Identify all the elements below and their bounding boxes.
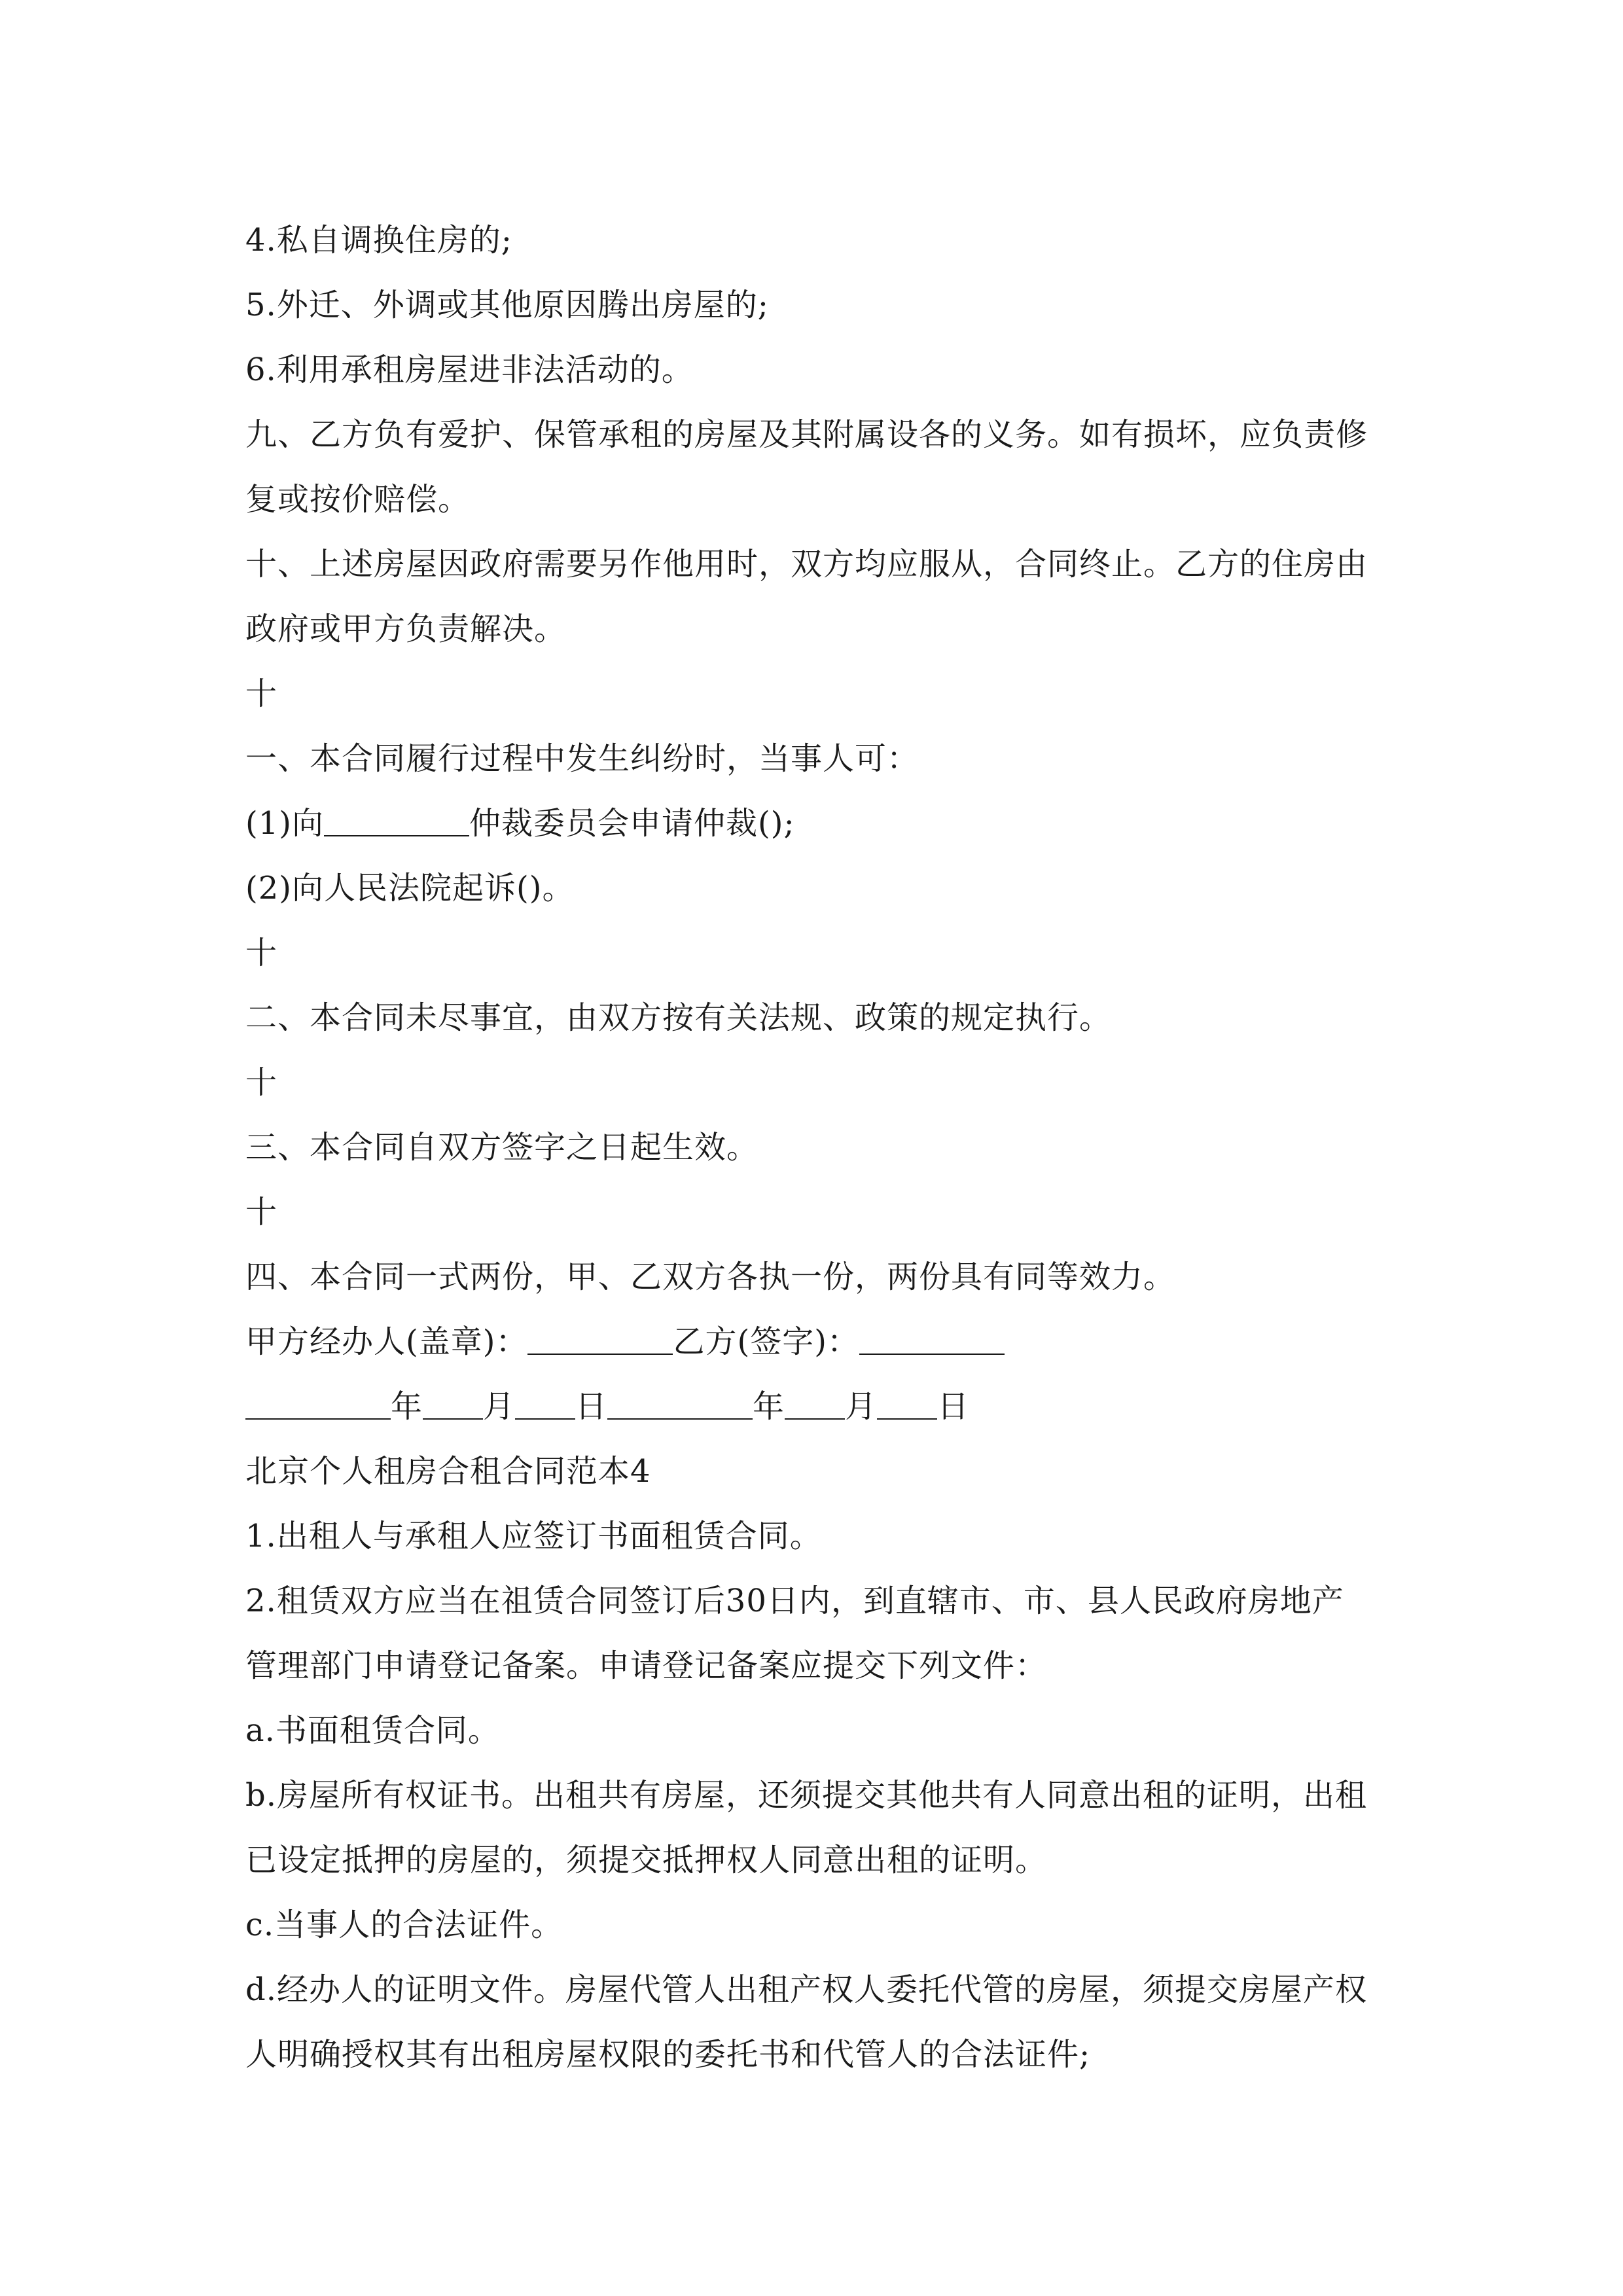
- party-b-month-blank: [785, 1383, 845, 1420]
- text-line: 复或按价赔偿。: [245, 481, 471, 518]
- day-label: 日: [575, 1388, 608, 1425]
- party-a-day-blank: [515, 1383, 575, 1420]
- party-b-year-blank: [607, 1383, 753, 1420]
- month-label: 月: [845, 1388, 878, 1425]
- text-line: 5.外迁、外调或其他原因腾出房屋的;: [245, 287, 769, 323]
- day-label: 日: [937, 1388, 970, 1425]
- text-line: 管理部门申请登记备案。申请登记备案应提交下列文件：: [245, 1647, 1048, 1684]
- year-label: 年: [753, 1388, 785, 1425]
- party-b-signature-blank: [859, 1318, 1005, 1355]
- text-line: 4.私自调换住房的;: [245, 222, 512, 259]
- text-line: 一、本合同履行过程中发生纠纷时，当事人可：: [245, 740, 919, 777]
- text-line: 政府或甲方负责解决。: [245, 611, 567, 647]
- text-line: 人明确授权其有出租房屋权限的委托书和代管人的合法证件;: [245, 2036, 1091, 2073]
- party-b-day-blank: [877, 1383, 937, 1420]
- text-line: 十: [245, 935, 278, 971]
- text-line: 三、本合同自双方签字之日起生效。: [245, 1129, 759, 1166]
- document-body: [245, 208, 1397, 2087]
- text-line: 6.利用承租房屋进非法活动的。: [245, 351, 694, 388]
- arbitration-prefix: (1)向: [245, 805, 324, 842]
- arbitration-suffix: 仲裁委员会申请仲裁();: [469, 805, 795, 842]
- text-line: 十、上述房屋因政府需要另作他用时，双方均应服从，合同终止。乙方的住房由: [245, 546, 1368, 583]
- text-line: 已设定抵押的房屋的，须提交抵押权人同意出租的证明。: [245, 1842, 1048, 1878]
- party-a-month-blank: [423, 1383, 483, 1420]
- text-line: 四、本合同一式两份，甲、乙双方各执一份，两份具有同等效力。: [245, 1259, 1176, 1295]
- text-line: 二、本合同未尽事宜，由双方按有关法规、政策的规定执行。: [245, 999, 1112, 1036]
- text-line: d.经办人的证明文件。房屋代管人出租产权人委托代管的房屋，须提交房屋产权: [245, 1971, 1367, 2008]
- section-title: 北京个人租房合租合同范本4: [245, 1453, 651, 1490]
- text-line: (2)向人民法院起诉()。: [245, 870, 575, 906]
- arbitration-committee-blank: [324, 800, 469, 836]
- text-line: 十: [245, 1064, 278, 1101]
- text-line: 1.出租人与承租人应签订书面租赁合同。: [245, 1518, 822, 1554]
- text-line: b.房屋所有权证书。出租共有房屋，还须提交其他共有人同意出租的证明，出租: [245, 1777, 1367, 1814]
- text-line: c.当事人的合法证件。: [245, 1907, 563, 1943]
- text-line: a.书面租赁合同。: [245, 1712, 500, 1749]
- text-line: 九、乙方负有爱护、保管承租的房屋及其附属设各的义务。如有损坏，应负责修: [245, 416, 1368, 453]
- text-line: 2.租赁双方应当在祖赁合同签订后30日内，到直辖市、市、县人民政府房地产: [245, 1583, 1344, 1619]
- text-line: 十: [245, 1194, 278, 1230]
- signature-line: [245, 1310, 1397, 1374]
- year-label: 年: [391, 1388, 423, 1425]
- month-label: 月: [483, 1388, 516, 1425]
- party-a-signature-blank: [527, 1318, 673, 1355]
- party-a-label: 甲方经办人(盖章)：: [245, 1323, 528, 1360]
- text-line: 十: [245, 675, 278, 712]
- party-a-year-blank: [245, 1383, 391, 1420]
- arbitration-option-line: [245, 791, 1397, 856]
- date-line: [245, 1374, 1397, 1439]
- party-b-label: 乙方(签字)：: [673, 1323, 859, 1360]
